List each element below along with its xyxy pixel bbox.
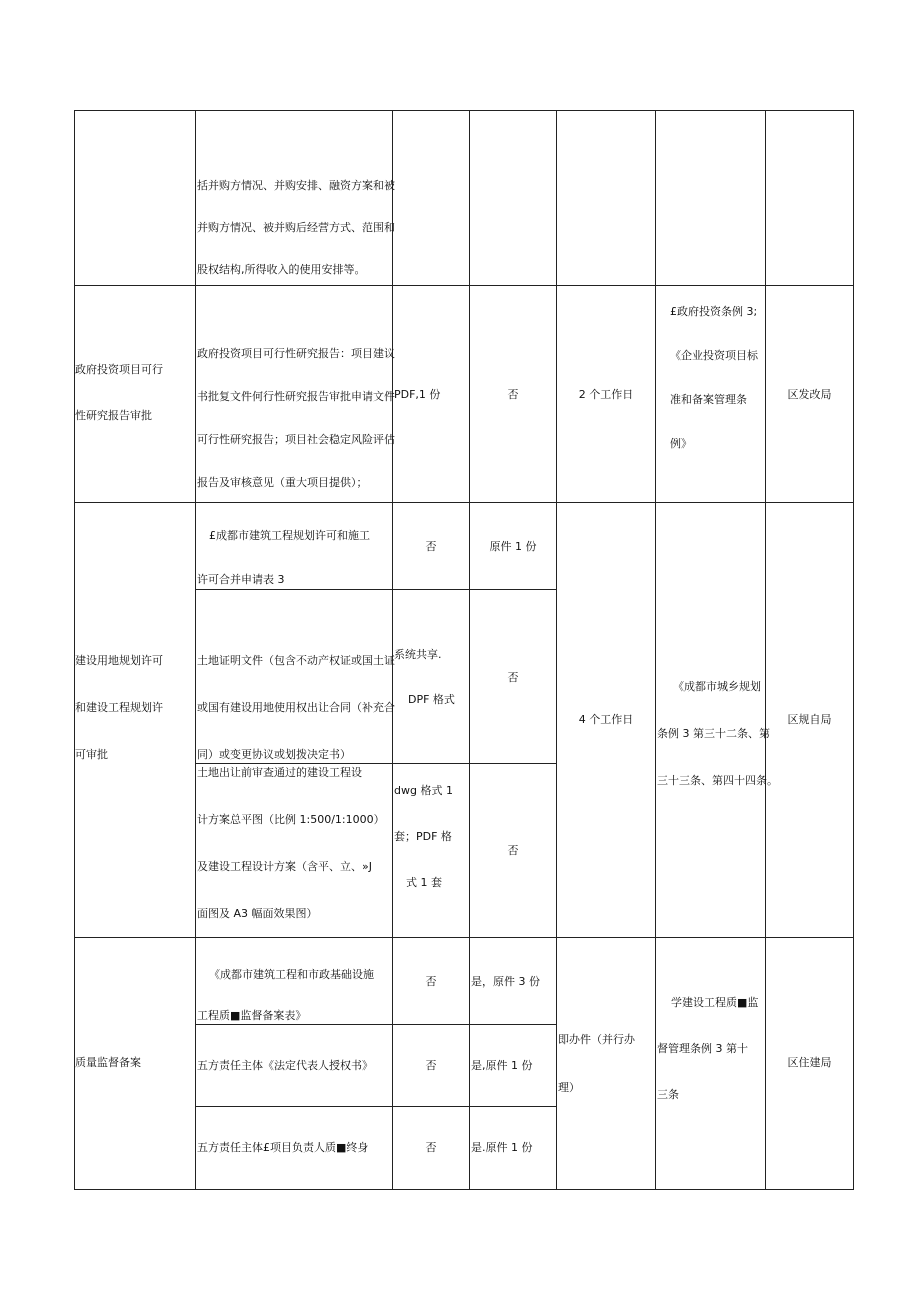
sub-row-divider-4: [195, 1106, 556, 1107]
paper-feasibility: 否: [507, 388, 519, 401]
materials-quality-form: 《成都市建筑工程和市政基础设施 工程质■监督备案表》: [197, 968, 374, 1022]
electronic-application-form: 否: [425, 540, 437, 553]
electronic-land-certificate: 系统共享. DPF 格式: [394, 648, 455, 706]
approval-materials-table: 括并购方情况、并购安排、融资方案和被 并购方情况、被并购后经营方式、范围和 股权结构,所得收入的使用安排等。 政府投资项目可行 性研究报告审批 政府投资项目可行性研究报告：项目建议 书批复文件何行性研究报告审批申请文件 可行性研究报告；项目社会稳定风险评估 报告及审核意见（重大项目提供）； PDF,1 份 否 2 个工作日 £政府投资条例 3; 《企业投资项目标 准和备案管理条 例》 区发改局 建设用地规划许可 和建设工程规划许 可审批 £成都市建筑工程规划许可和施工 许可合并申请表 3 否 原件 1 份 土地证明文件（包含不动产权证或国土证 或国有建设用地使用权出让合同（补充合 同）或变更协议或划拨决定书） 系统共享. DPF 格式 否 土地出让前审查通过的建设工程设 计方案总平图（比例 1:500/1:1000） 及建设工程设计方案（含平、立、»J 面图及 A3 幅面效果图） dwg 格式 1 套；PDF 格 式 1 套 否 4 个工作日 《成都市城乡规划 条例 3 第三十二条、第 三十三条、第四十四条。 区规自局 质量监督备案 《成都市建筑工程和市政基础设施 工程质■监督备案表》 否 是，原件 3 份 五方责任主体《法定代表人授权书》 否 是,原件 1 份 五方责任主体£项目负责人质■终身 否 是.原件 1 份 即办件（并行办 理） 学建设工程质■监 督管理条例 3 第十 三条 区住建局: [74, 110, 854, 1190]
materials-application-form: £成都市建筑工程规划许可和施工 许可合并申请表 3: [197, 529, 370, 586]
time-limit-planning-permit: 4 个工作日: [578, 713, 634, 726]
basis-quality-filing: 学建设工程质■监 督管理条例 3 第十 三条: [657, 996, 759, 1101]
electronic-design-plan: dwg 格式 1 套；PDF 格 式 1 套: [394, 784, 453, 889]
dept-feasibility: 区发改局: [787, 388, 832, 401]
sub-row-divider-2: [195, 763, 556, 764]
time-limit-quality-filing: 即办件（并行办 理）: [558, 1033, 635, 1094]
dept-planning-permit: 区规自局: [787, 713, 832, 726]
electronic-quality-form: 否: [425, 975, 437, 988]
paper-design-plan: 否: [507, 844, 519, 857]
basis-feasibility: £政府投资条例 3; 《企业投资项目标 准和备案管理条 例》: [670, 305, 758, 450]
item-name-planning-permit: 建设用地规划许可 和建设工程规划许 可审批: [75, 654, 163, 761]
paper-land-certificate: 否: [507, 671, 519, 684]
time-limit-feasibility: 2 个工作日: [578, 388, 634, 401]
materials-lifetime-responsibility: 五方责任主体£项目负责人质■终身: [197, 1141, 369, 1154]
electronic-feasibility: PDF,1 份: [394, 388, 441, 401]
sub-row-divider-1: [195, 589, 556, 590]
row-divider-2: [74, 502, 854, 503]
table-border-left: [74, 110, 75, 1190]
electronic-lifetime-responsibility: 否: [425, 1141, 437, 1154]
materials-design-plan: 土地出让前审查通过的建设工程设 计方案总平图（比例 1:500/1:1000） 及建设工程设计方案（含平、立、»J 面图及 A3 幅面效果图）: [197, 766, 385, 920]
paper-lifetime-responsibility: 是.原件 1 份: [471, 1141, 533, 1154]
col-divider-5: [655, 110, 656, 1190]
table-border-bottom: [74, 1189, 854, 1190]
paper-quality-form: 是，原件 3 份: [471, 975, 540, 988]
dept-quality-filing: 区住建局: [787, 1056, 832, 1069]
paper-application-form: 原件 1 份: [489, 540, 537, 553]
row-divider-3: [74, 937, 854, 938]
basis-planning-permit: 《成都市城乡规划 条例 3 第三十二条、第 三十三条、第四十四条。: [657, 680, 778, 787]
table-border-right: [853, 110, 854, 1190]
col-divider-1: [195, 110, 196, 1190]
materials-authorization: 五方责任主体《法定代表人授权书》: [197, 1059, 373, 1072]
item-name-feasibility: 政府投资项目可行 性研究报告审批: [75, 363, 163, 422]
electronic-authorization: 否: [425, 1059, 437, 1072]
col-divider-4: [556, 110, 557, 1190]
materials-land-certificate: 土地证明文件（包含不动产权证或国土证 或国有建设用地使用权出让合同（补充合 同）或变更协议或划拨决定书）: [197, 654, 395, 761]
materials-continued: 括并购方情况、并购安排、融资方案和被 并购方情况、被并购后经营方式、范围和 股权结构,所得收入的使用安排等。: [197, 179, 395, 276]
paper-authorization: 是,原件 1 份: [471, 1059, 533, 1072]
table-border-top: [74, 110, 854, 111]
materials-feasibility: 政府投资项目可行性研究报告：项目建议 书批复文件何行性研究报告审批申请文件 可行性研究报告；项目社会稳定风险评估 报告及审核意见（重大项目提供）；: [197, 347, 395, 489]
row-divider-1: [74, 285, 854, 286]
col-divider-6: [765, 110, 766, 1190]
